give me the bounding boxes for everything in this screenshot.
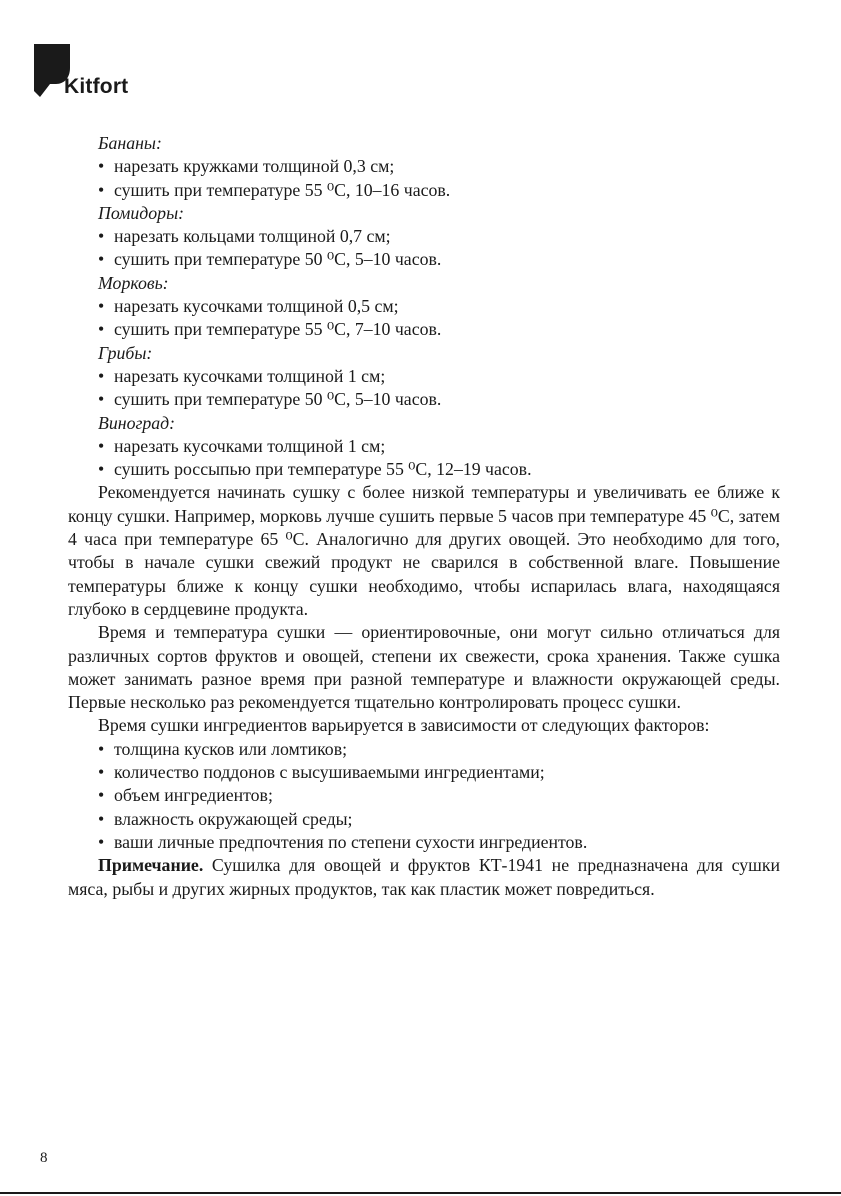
note-label: Примечание. (98, 855, 204, 876)
section-heading-grapes: Виноград: (98, 412, 176, 433)
section-heading-tomatoes: Помидоры: (98, 202, 185, 223)
list-item: • нарезать кусочками толщиной 0,5 см; (98, 296, 399, 317)
list-item: • сушить при температуре 50 ⁰С, 5–10 часов. (98, 389, 442, 410)
list-item: • нарезать кольцами толщиной 0,7 см; (98, 226, 391, 247)
paragraph-drying-time-note: Время и температура сушки — ориентировочные, они могут сильно отличаться для различных сортов фруктов и овощей, степени их свежести, срока хранения. Также сушка может занимать разное время при разной температуре и влажности окружающей среды. Первые несколько раз рекомендуется тщательно контролировать процесс сушки. (68, 622, 780, 713)
list-item: • сушить при температуре 50 ⁰С, 5–10 часов. (98, 249, 442, 270)
paragraph-drying-temperature: Рекомендуется начинать сушку с более низкой температуры и увеличивать ее ближе к концу сушки. Например, морковь лучше сушить первые 5 часов при температуре 45 ⁰С, затем 4 часа при температуре 65 ⁰С. Аналогично для других овощей. Это необходимо для того, чтобы в начале сушки свежий продукт не сварился в собственной влаге. Повышение температуры ближе к концу сушки необходимо, чтобы испарилась влага, находящаяся глубоко в сердцевине продукта. (68, 482, 781, 619)
brand-name: Kitfort (64, 75, 129, 98)
list-item: • объем ингредиентов; (98, 785, 273, 806)
factors-intro: Время сушки ингредиентов варьируется в зависимости от следующих факторов: (98, 715, 710, 736)
section-heading-bananas: Бананы: (98, 133, 162, 153)
list-item: • нарезать кусочками толщиной 1 см; (98, 435, 386, 456)
list-item: • нарезать кусочками толщиной 1 см; (98, 365, 386, 386)
list-item: • влажность окружающей среды; (98, 808, 353, 829)
list-item: • сушить россыпью при температуре 55 ⁰С, 12–19 часов. (98, 459, 532, 480)
list-item: • сушить при температуре 55 ⁰С, 7–10 часов. (98, 319, 442, 340)
list-item: • нарезать кружками толщиной 0,3 см; (98, 156, 395, 177)
page-number: 8 (40, 1150, 48, 1166)
kitfort-logo (34, 44, 154, 104)
note-text: Сушилка для овощей и фруктов КТ-1941 не предназначена для сушки мяса, рыбы и других жирных продуктов, так как пластик может повредиться. (68, 855, 780, 899)
section-heading-mushrooms: Грибы: (98, 342, 153, 363)
page-content (68, 132, 780, 901)
list-item: • сушить при температуре 55 ⁰С, 10–16 часов. (98, 179, 451, 200)
note-paragraph (68, 854, 780, 901)
section-heading-carrots: Морковь: (98, 272, 169, 293)
list-item: • ваши личные предпочтения по степени сухости ингредиентов. (98, 831, 588, 852)
page-bottom-rule (0, 1192, 841, 1194)
list-item: • количество поддонов с высушиваемыми ингредиентами; (98, 762, 545, 783)
list-item: • толщина кусков или ломтиков; (98, 738, 348, 759)
